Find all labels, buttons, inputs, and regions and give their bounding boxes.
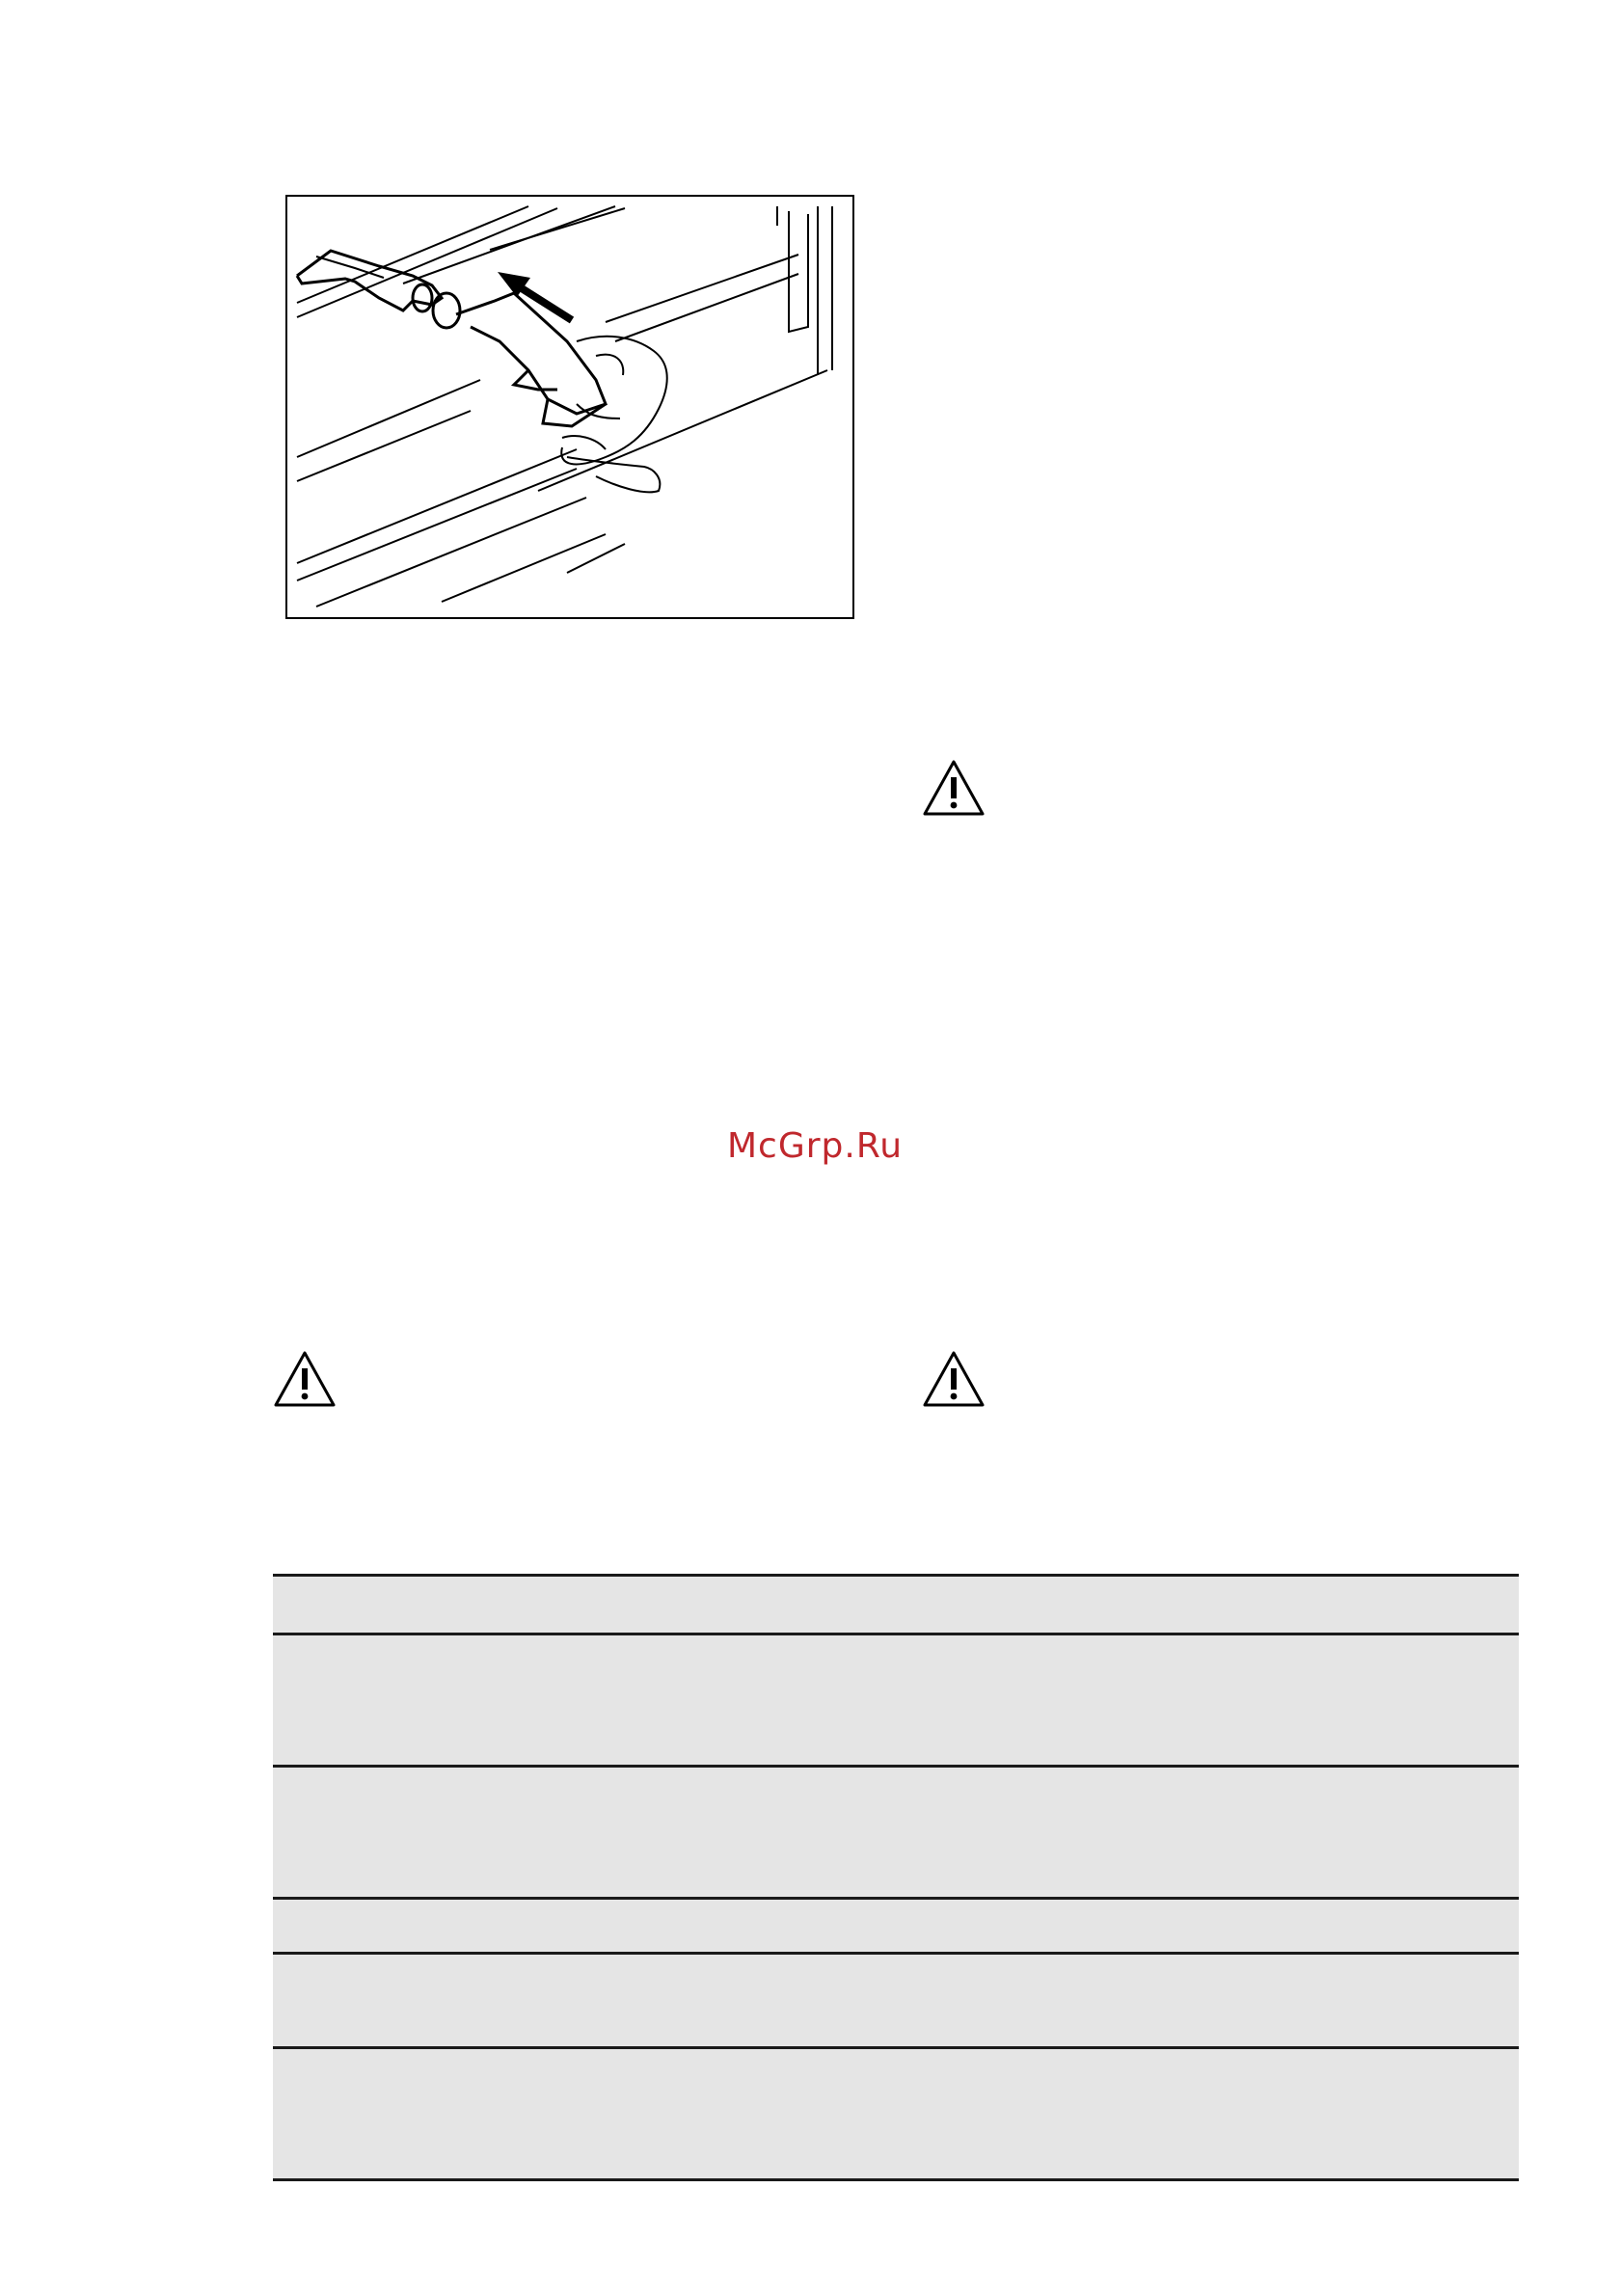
- data-table: [273, 1574, 1519, 2181]
- watermark: McGrp.Ru: [726, 1126, 904, 1166]
- table-row: [273, 1633, 1519, 1765]
- table-row: [273, 1574, 1519, 1633]
- table-row: [273, 2046, 1519, 2181]
- warning-icon: [921, 1349, 986, 1409]
- illustration-figure: [285, 195, 854, 619]
- table-row: [273, 1897, 1519, 1952]
- warning-icon: [272, 1349, 338, 1409]
- table-row: [273, 1952, 1519, 2046]
- table-row: [273, 1765, 1519, 1897]
- warning-icon: [921, 758, 986, 818]
- tool-illustration: [287, 197, 854, 619]
